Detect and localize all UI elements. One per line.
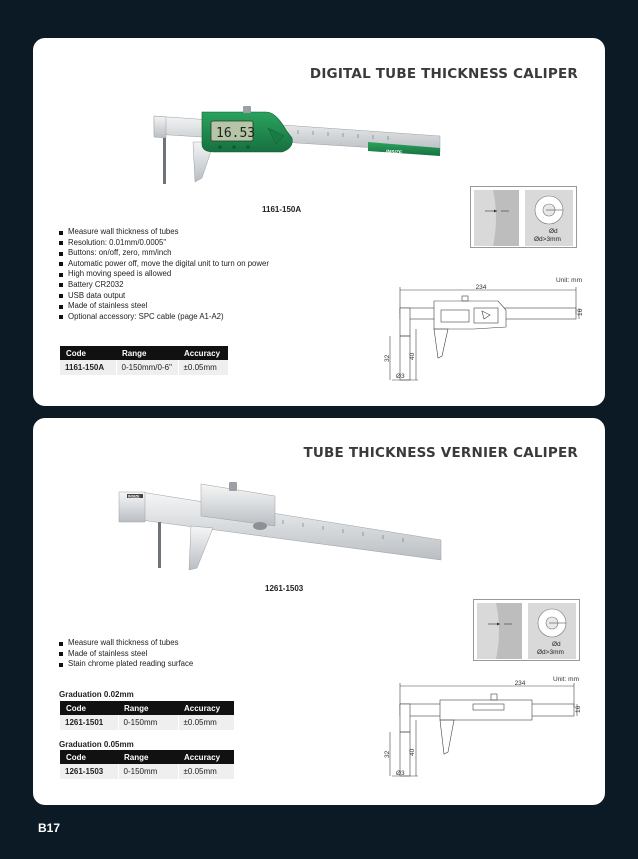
- product-card-vernier: [33, 418, 605, 805]
- feature-list: [59, 638, 193, 670]
- section-title: TUBE THICKNESS VERNIER CALIPER: [303, 445, 578, 461]
- cell-code: 1261-1503: [60, 764, 118, 779]
- col-header-range: Range: [116, 346, 178, 360]
- graduation-label: Graduation 0.05mm: [59, 740, 134, 749]
- feature-item: Optional accessory: SPC cable (page A1-A2): [59, 312, 269, 323]
- feature-item: USB data output: [59, 291, 269, 302]
- tube-section-diagram: [473, 599, 580, 661]
- section-label-dmin: Ød>3mm: [534, 236, 561, 243]
- digital-caliper-image: [118, 104, 448, 204]
- dim-length: 234: [514, 680, 526, 687]
- lcd-reading: 16.53: [216, 126, 256, 141]
- col-header-range: Range: [118, 701, 178, 715]
- cell-code: 1161-150A: [60, 360, 116, 375]
- graduation-label: Graduation 0.02mm: [59, 690, 134, 699]
- col-header-code: Code: [60, 750, 118, 764]
- feature-list: [59, 227, 269, 322]
- feature-item: Buttons: on/off, zero, mm/inch: [59, 248, 269, 259]
- dimension-drawing: [378, 284, 583, 384]
- dim-length: 234: [475, 284, 487, 291]
- feature-item: High moving speed is allowed: [59, 269, 269, 280]
- col-header-range: Range: [118, 750, 178, 764]
- dim-height: 16: [575, 705, 582, 713]
- table-row: [60, 715, 234, 730]
- dim-jaw-length: 32: [384, 354, 391, 362]
- cell-code: 1261-1501: [60, 715, 118, 730]
- section-label-d: Ød: [552, 641, 561, 648]
- cell-range: 0-150mm: [118, 715, 178, 730]
- page-number: B17: [38, 821, 61, 835]
- spec-table: [60, 701, 235, 730]
- dim-jaw-length: 32: [384, 750, 391, 758]
- feature-item: Made of stainless steel: [59, 301, 269, 312]
- cell-accuracy: ±0.05mm: [178, 764, 234, 779]
- model-label: 1261-1503: [265, 584, 304, 593]
- spec-table: [60, 750, 235, 779]
- dim-height: 16: [577, 308, 584, 316]
- dim-jaw-depth: 40: [409, 748, 416, 756]
- tube-section-diagram: [470, 186, 577, 248]
- feature-item: Battery CR2032: [59, 280, 269, 291]
- model-label: 1161-150A: [262, 205, 302, 214]
- feature-item: Made of stainless steel: [59, 649, 193, 660]
- col-header-code: Code: [60, 701, 118, 715]
- feature-item: Stain chrome plated reading surface: [59, 659, 193, 670]
- section-label-d: Ød: [549, 228, 558, 235]
- dim-jaw-depth: 40: [409, 352, 416, 360]
- section-title: DIGITAL TUBE THICKNESS CALIPER: [309, 66, 578, 82]
- brand-logo: INSIZE: [385, 149, 403, 157]
- cell-accuracy: ±0.05mm: [178, 715, 234, 730]
- table-row: [60, 360, 228, 375]
- cell-range: 0-150mm/0-6": [116, 360, 178, 375]
- dim-pin: Ø3: [396, 373, 405, 380]
- feature-item: Measure wall thickness of tubes: [59, 227, 269, 238]
- product-card-digital: [33, 38, 605, 406]
- table-row: [60, 764, 234, 779]
- feature-item: Automatic power off, move the digital unit to turn on power: [59, 259, 269, 270]
- col-header-accuracy: Accuracy: [178, 701, 234, 715]
- vernier-caliper-image: [113, 482, 445, 582]
- feature-item: Measure wall thickness of tubes: [59, 638, 193, 649]
- unit-label: Unit: mm: [553, 676, 579, 683]
- section-label-dmin: Ød>3mm: [537, 649, 564, 656]
- col-header-accuracy: Accuracy: [178, 346, 228, 360]
- cell-accuracy: ±0.05mm: [178, 360, 228, 375]
- unit-label: Unit: mm: [556, 277, 582, 284]
- dim-pin: Ø3: [396, 770, 405, 777]
- dimension-drawing: [378, 678, 583, 780]
- col-header-code: Code: [60, 346, 116, 360]
- col-header-accuracy: Accuracy: [178, 750, 234, 764]
- spec-table: [60, 346, 229, 375]
- brand-logo: INSIZE: [128, 494, 140, 499]
- feature-item: Resolution: 0.01mm/0.0005": [59, 238, 269, 249]
- cell-range: 0-150mm: [118, 764, 178, 779]
